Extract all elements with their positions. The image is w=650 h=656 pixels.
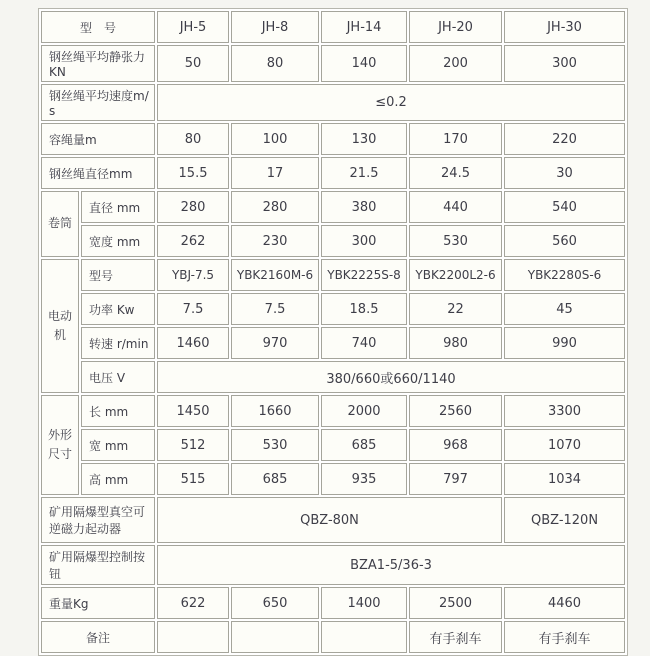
cell-value: 200 [409,45,502,82]
cell-value: 230 [231,225,319,257]
row-sublabel: 长 mm [81,395,155,427]
cell-value: 440 [409,191,502,223]
cell-value: 262 [157,225,229,257]
cell-value: 2500 [409,587,502,619]
cell-value: 650 [231,587,319,619]
row-sublabel: 宽度 mm [81,225,155,257]
cell-value: 380 [321,191,407,223]
cell-value: 15.5 [157,157,229,189]
cell-value: YBK2200L2-6 [409,259,502,291]
avg-speed-row [41,84,625,121]
cell-value: 970 [231,327,319,359]
drum-width-row [41,225,625,257]
cell-value: 140 [321,45,407,82]
dim-length-row [41,395,625,427]
cell-value: 1660 [231,395,319,427]
cell-value: 24.5 [409,157,502,189]
motor-voltage-row [41,361,625,393]
cell-value: 有手刹车 [504,621,625,653]
cell-value: 280 [231,191,319,223]
row-label: 矿用隔爆型控制按钮 [41,545,155,585]
row-label: 钢丝绳平均静张力KN [41,45,155,82]
row-sublabel: 高 mm [81,463,155,495]
control-button-row [41,545,625,585]
dim-width-row [41,429,625,461]
cell-value: 50 [157,45,229,82]
row-sublabel: 型号 [81,259,155,291]
spec-table [38,8,628,656]
cell-value: 1034 [504,463,625,495]
cell-value: YBK2225S-8 [321,259,407,291]
model-header: JH-20 [409,11,502,43]
cell-value [157,621,229,653]
model-header: JH-8 [231,11,319,43]
cell-value-span: BZA1-5/36-3 [157,545,625,585]
header-label: 型 号 [41,11,155,43]
cell-value: 170 [409,123,502,155]
cell-value: 45 [504,293,625,325]
row-sublabel: 转速 r/min [81,327,155,359]
cell-value: 7.5 [231,293,319,325]
cell-value: 685 [321,429,407,461]
motor-power-row [41,293,625,325]
motor-rotation-row [41,327,625,359]
cell-value: 968 [409,429,502,461]
cell-value: 130 [321,123,407,155]
cell-value: 515 [157,463,229,495]
rope-capacity-row [41,123,625,155]
model-header: JH-5 [157,11,229,43]
model-header: JH-14 [321,11,407,43]
cell-value: 80 [157,123,229,155]
cell-value: 3300 [504,395,625,427]
cell-value: YBJ-7.5 [157,259,229,291]
cell-value [321,621,407,653]
cell-value: 21.5 [321,157,407,189]
row-label: 重量Kg [41,587,155,619]
cell-value: 22 [409,293,502,325]
cell-value: 622 [157,587,229,619]
cell-value: 1070 [504,429,625,461]
motor-model-row [41,259,625,291]
rope-diameter-row [41,157,625,189]
cell-value: 2000 [321,395,407,427]
header-row [41,11,625,43]
row-sublabel: 电压 V [81,361,155,393]
cell-value [231,621,319,653]
cell-value: 有手刹车 [409,621,502,653]
cell-value: 1400 [321,587,407,619]
cell-value: 1460 [157,327,229,359]
row-label: 矿用隔爆型真空可逆磁力起动器 [41,497,155,543]
dim-height-row [41,463,625,495]
drum-diameter-row [41,191,625,223]
cell-value: 530 [231,429,319,461]
cell-value: 2560 [409,395,502,427]
cell-value: 990 [504,327,625,359]
cell-value: 980 [409,327,502,359]
cell-value: 30 [504,157,625,189]
cell-value: 7.5 [157,293,229,325]
cell-value: QBZ-120N [504,497,625,543]
cell-value-span: QBZ-80N [157,497,502,543]
row-sublabel: 宽 mm [81,429,155,461]
cell-value: 740 [321,327,407,359]
cell-value: 685 [231,463,319,495]
cell-value: 530 [409,225,502,257]
static-tension-row [41,45,625,82]
cell-value: 797 [409,463,502,495]
model-header: JH-30 [504,11,625,43]
cell-value: 560 [504,225,625,257]
cell-value-span: 380/660或660/1140 [157,361,625,393]
cell-value: 1450 [157,395,229,427]
cell-value-span: ≤0.2 [157,84,625,121]
cell-value: 935 [321,463,407,495]
weight-row [41,587,625,619]
cell-value: 280 [157,191,229,223]
cell-value: 300 [504,45,625,82]
drum-group-label: 卷筒 [41,191,79,257]
row-label: 容绳量m [41,123,155,155]
cell-value: 100 [231,123,319,155]
row-label: 钢丝绳直径mm [41,157,155,189]
row-sublabel: 直径 mm [81,191,155,223]
cell-value: 300 [321,225,407,257]
dimensions-group-label: 外形尺寸 [41,395,79,495]
cell-value: 512 [157,429,229,461]
remark-row [41,621,625,653]
cell-value: 220 [504,123,625,155]
cell-value: 17 [231,157,319,189]
cell-value: YBK2160M-6 [231,259,319,291]
row-sublabel: 功率 Kw [81,293,155,325]
starter-row [41,497,625,543]
cell-value: 80 [231,45,319,82]
cell-value: YBK2280S-6 [504,259,625,291]
cell-value: 4460 [504,587,625,619]
cell-value: 18.5 [321,293,407,325]
row-label: 备注 [41,621,155,653]
motor-group-label: 电动机 [41,259,79,393]
cell-value: 540 [504,191,625,223]
row-label: 钢丝绳平均速度m/s [41,84,155,121]
